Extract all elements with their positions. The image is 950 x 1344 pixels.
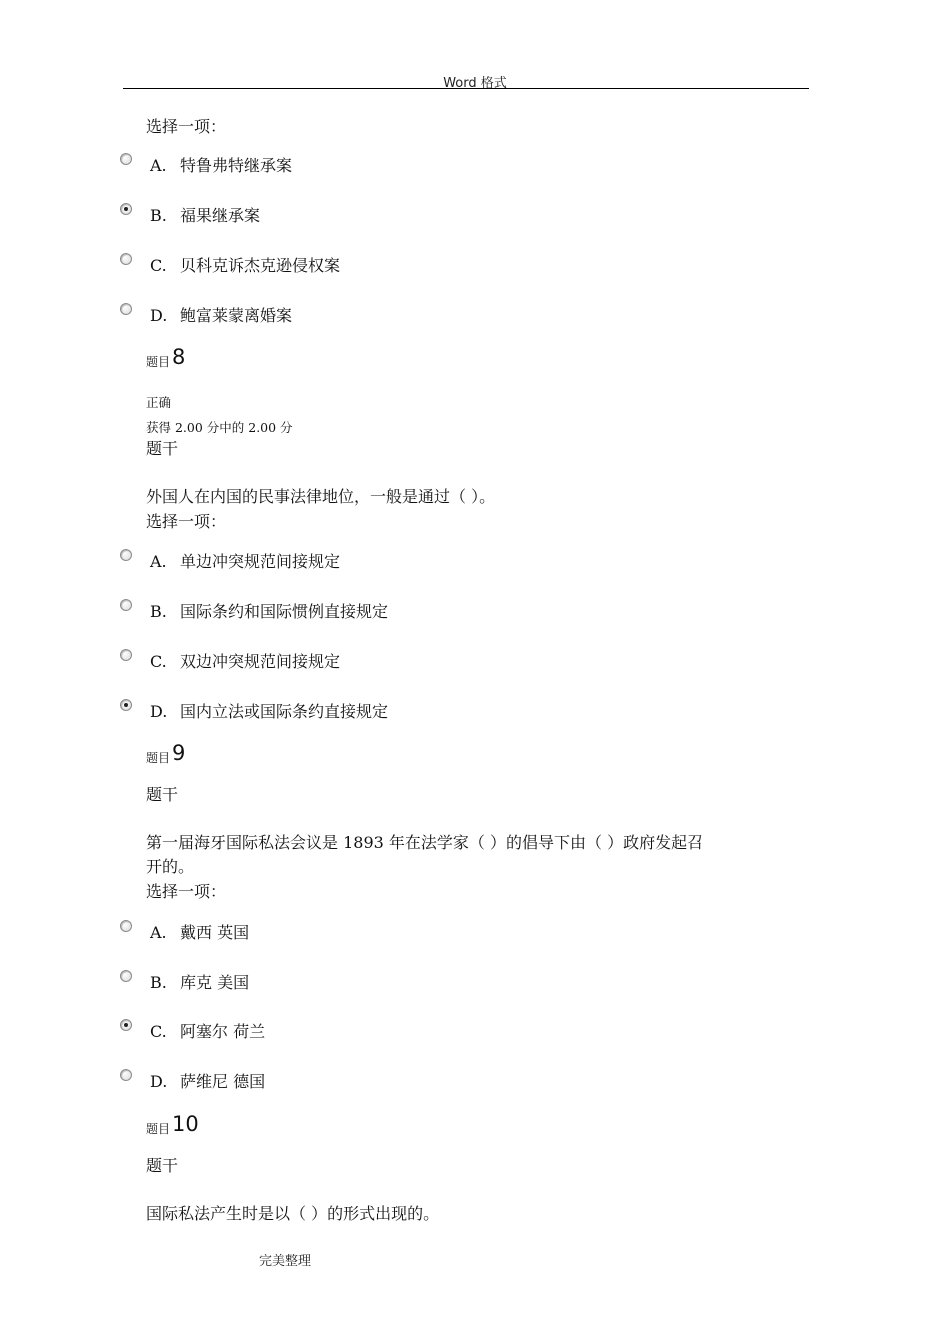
question-label: 题目	[146, 751, 171, 765]
option-text: 贝科克诉杰克逊侵权案	[180, 256, 341, 275]
option-letter: B.	[150, 602, 167, 621]
q7-option-d-radio[interactable]	[120, 303, 132, 315]
q9-option-b[interactable]	[150, 971, 249, 995]
option-text: 单边冲突规范间接规定	[180, 552, 341, 571]
option-text: 戴西 英国	[180, 923, 250, 942]
option-letter: D.	[150, 1072, 168, 1091]
option-letter: A.	[150, 156, 167, 175]
option-letter: A.	[150, 923, 167, 942]
q8-number	[146, 345, 185, 374]
option-text: 特鲁弗特继承案	[180, 156, 293, 175]
q8-option-b[interactable]	[150, 600, 388, 624]
q10-stem-label: 题干	[146, 1156, 179, 1175]
q8-option-a-radio[interactable]	[120, 549, 132, 561]
q8-prompt: 选择一项：	[146, 512, 227, 531]
question-number: 8	[172, 345, 186, 369]
q9-question-line1: 第一届海牙国际私法会议是 1893 年在法学家（ ）的倡导下由（ ）政府发起召	[146, 833, 704, 852]
option-text: 阿塞尔 荷兰	[180, 1022, 266, 1041]
q7-option-d[interactable]	[150, 304, 292, 328]
question-label: 题目	[146, 355, 171, 369]
option-letter: C.	[150, 652, 167, 671]
q8-option-d[interactable]	[150, 700, 388, 724]
q9-question-line2: 开的。	[146, 857, 195, 876]
option-letter: C.	[150, 1022, 167, 1041]
q8-question: 外国人在内国的民事法律地位，一般是通过（ ）。	[146, 487, 496, 506]
q9-option-a[interactable]	[150, 921, 249, 945]
q9-prompt: 选择一项：	[146, 882, 227, 901]
q9-option-a-radio[interactable]	[120, 920, 132, 932]
question-number: 10	[172, 1112, 199, 1136]
option-text: 萨维尼 德国	[180, 1072, 266, 1091]
option-text: 库克 美国	[180, 973, 250, 992]
option-text: 国内立法或国际条约直接规定	[180, 702, 389, 721]
option-text: 双边冲突规范间接规定	[180, 652, 341, 671]
q8-status: 正确	[146, 395, 172, 410]
option-letter: D.	[150, 306, 168, 325]
q7-prompt: 选择一项：	[146, 117, 227, 136]
q9-option-d[interactable]	[150, 1070, 265, 1094]
page-header: Word 格式	[443, 76, 507, 91]
q7-option-a[interactable]	[150, 154, 292, 178]
question-number: 9	[172, 741, 186, 765]
q8-stem-label: 题干	[146, 439, 179, 458]
q10-number	[146, 1112, 199, 1141]
option-text: 国际条约和国际惯例直接规定	[180, 602, 389, 621]
q9-option-b-radio[interactable]	[120, 970, 132, 982]
option-letter: B.	[150, 973, 167, 992]
q8-option-a[interactable]	[150, 550, 340, 574]
q7-option-b[interactable]	[150, 204, 260, 228]
q9-stem-label: 题干	[146, 785, 179, 804]
q9-option-c[interactable]	[150, 1020, 265, 1044]
q9-option-c-radio[interactable]	[120, 1019, 132, 1031]
q8-option-c[interactable]	[150, 650, 340, 674]
option-letter: B.	[150, 206, 167, 225]
option-text: 福果继承案	[180, 206, 261, 225]
q8-score: 获得 2.00 分中的 2.00 分	[146, 420, 293, 435]
q8-option-c-radio[interactable]	[120, 649, 132, 661]
option-letter: A.	[150, 552, 167, 571]
header-rule	[123, 88, 809, 89]
option-letter: D.	[150, 702, 168, 721]
q9-option-d-radio[interactable]	[120, 1069, 132, 1081]
q9-number	[146, 741, 185, 770]
page-footer: 完美整理	[259, 1254, 312, 1269]
q7-option-a-radio[interactable]	[120, 153, 132, 165]
q10-question: 国际私法产生时是以（ ）的形式出现的。	[146, 1204, 440, 1223]
q7-option-c[interactable]	[150, 254, 340, 278]
q7-option-c-radio[interactable]	[120, 253, 132, 265]
q7-option-b-radio[interactable]	[120, 203, 132, 215]
option-text: 鲍富莱蒙离婚案	[180, 306, 293, 325]
option-letter: C.	[150, 256, 167, 275]
question-label: 题目	[146, 1122, 171, 1136]
q8-option-b-radio[interactable]	[120, 599, 132, 611]
q8-option-d-radio[interactable]	[120, 699, 132, 711]
